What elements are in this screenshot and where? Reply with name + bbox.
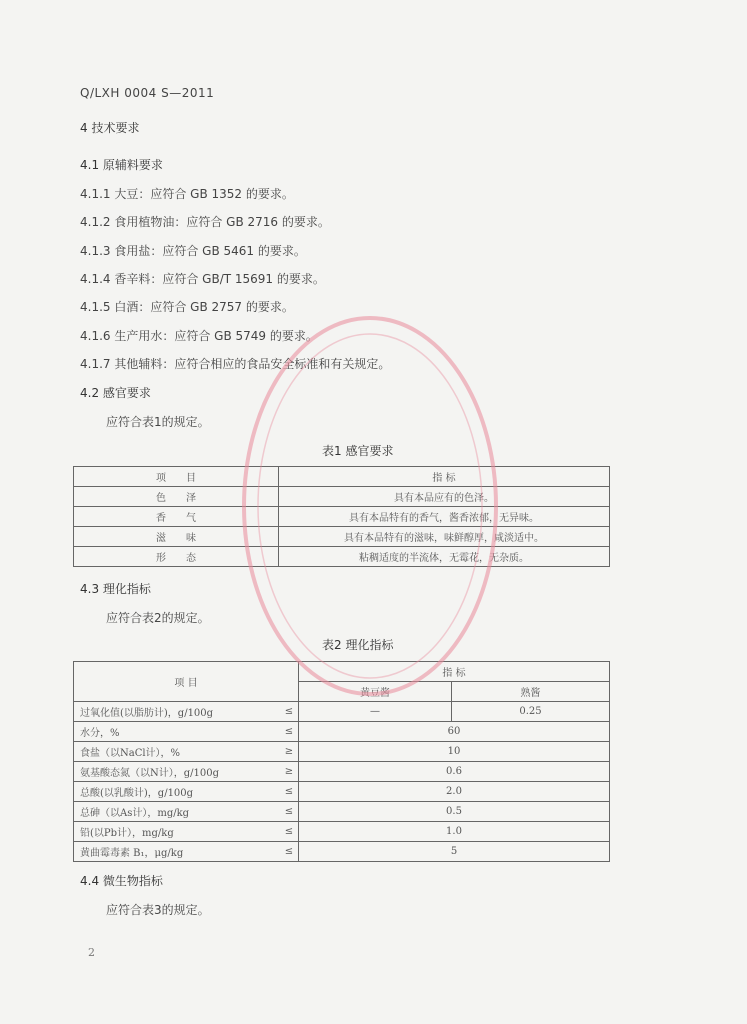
table-row: [74, 507, 610, 527]
section-4-heading: 4 技术要求: [80, 121, 140, 135]
table-row: [74, 487, 610, 507]
requirement-item: 4.1.3 食用盐：应符合 GB 5461 的要求。: [80, 244, 306, 258]
physicochemical-table: [73, 661, 610, 862]
table-cell: 0.6: [299, 762, 610, 782]
table-cell: 1.0: [299, 822, 610, 842]
section-4-3-heading: 4.3 理化指标: [80, 582, 151, 596]
table-cell: 色泽: [74, 487, 279, 507]
table-row: [74, 802, 610, 822]
table-header-cell: 指 标: [299, 662, 610, 682]
table-cell: 氨基酸态氮（以N计），g/100g: [74, 762, 281, 782]
table2-caption: 表2 理化指标: [322, 638, 394, 652]
table-cell: 2.0: [299, 782, 610, 802]
requirement-item: 4.1.7 其他辅料：应符合相应的食品安全标准和有关规定。: [80, 357, 391, 371]
table-header-cell: 项目: [74, 467, 279, 487]
table-cell: ≤: [280, 822, 299, 842]
table-cell: ≤: [280, 702, 299, 722]
standard-code: Q/LXH 0004 S—2011: [80, 86, 215, 100]
section-4-2-heading: 4.2 感官要求: [80, 386, 151, 400]
table-cell: ≥: [280, 742, 299, 762]
table-row: [74, 842, 610, 862]
requirement-item: 4.1.4 香辛料：应符合 GB/T 15691 的要求。: [80, 272, 325, 286]
table1-caption: 表1 感官要求: [322, 444, 394, 458]
table-cell: ≤: [280, 782, 299, 802]
table-header-row: [74, 662, 610, 682]
requirement-item: 4.1.1 大豆：应符合 GB 1352 的要求。: [80, 187, 294, 201]
table-cell: 5: [299, 842, 610, 862]
table-header-cell: 熟酱: [452, 682, 610, 702]
section-4-3-text: 应符合表2的规定。: [106, 611, 210, 625]
table-header-cell: 项 目: [74, 662, 299, 702]
table-cell: ≤: [280, 842, 299, 862]
table-cell: ≥: [280, 762, 299, 782]
table-cell: 过氧化值(以脂肪计)，g/100g: [74, 702, 281, 722]
table-cell: ≤: [280, 722, 299, 742]
table-cell: 水分，%: [74, 722, 281, 742]
table-header-row: [74, 467, 610, 487]
table-cell: 具有本品应有的色泽。: [279, 487, 610, 507]
table-cell: 粘稠适度的半流体，无霉花，无杂质。: [279, 547, 610, 567]
table-cell: ≤: [280, 802, 299, 822]
table-cell: 具有本品特有的滋味，味鲜醇厚，咸淡适中。: [279, 527, 610, 547]
table-cell: 0.25: [452, 702, 610, 722]
table-row: [74, 742, 610, 762]
table-row: [74, 762, 610, 782]
section-4-4-text: 应符合表3的规定。: [106, 903, 210, 917]
requirement-item: 4.1.2 食用植物油：应符合 GB 2716 的要求。: [80, 215, 330, 229]
table-row: [74, 822, 610, 842]
page-number: 2: [88, 946, 95, 959]
table-cell: 滋味: [74, 527, 279, 547]
table-row: [74, 527, 610, 547]
table-header-cell: 指 标: [279, 467, 610, 487]
table-row: [74, 702, 610, 722]
table-header-cell: 黄豆酱: [299, 682, 452, 702]
table-cell: 铅(以Pb计），mg/kg: [74, 822, 281, 842]
section-4-2-text: 应符合表1的规定。: [106, 415, 210, 429]
table-row: [74, 782, 610, 802]
table-cell: 食盐（以NaCl计），%: [74, 742, 281, 762]
table-cell: —: [299, 702, 452, 722]
table-row: [74, 722, 610, 742]
table-cell: 总酸(以乳酸计)，g/100g: [74, 782, 281, 802]
section-4-1-heading: 4.1 原辅料要求: [80, 158, 163, 172]
requirement-item: 4.1.5 白酒：应符合 GB 2757 的要求。: [80, 300, 294, 314]
table-cell: 香气: [74, 507, 279, 527]
table-cell: 10: [299, 742, 610, 762]
table-cell: 黄曲霉毒素 B₁，μg/kg: [74, 842, 281, 862]
requirement-item: 4.1.6 生产用水：应符合 GB 5749 的要求。: [80, 329, 318, 343]
table-cell: 60: [299, 722, 610, 742]
table-row: [74, 547, 610, 567]
table-cell: 0.5: [299, 802, 610, 822]
section-4-4-heading: 4.4 微生物指标: [80, 874, 163, 888]
table-cell: 总砷（以As计），mg/kg: [74, 802, 281, 822]
sensory-table: [73, 466, 610, 567]
table-cell: 形态: [74, 547, 279, 567]
table-cell: 具有本品特有的香气，酱香浓郁，无异味。: [279, 507, 610, 527]
